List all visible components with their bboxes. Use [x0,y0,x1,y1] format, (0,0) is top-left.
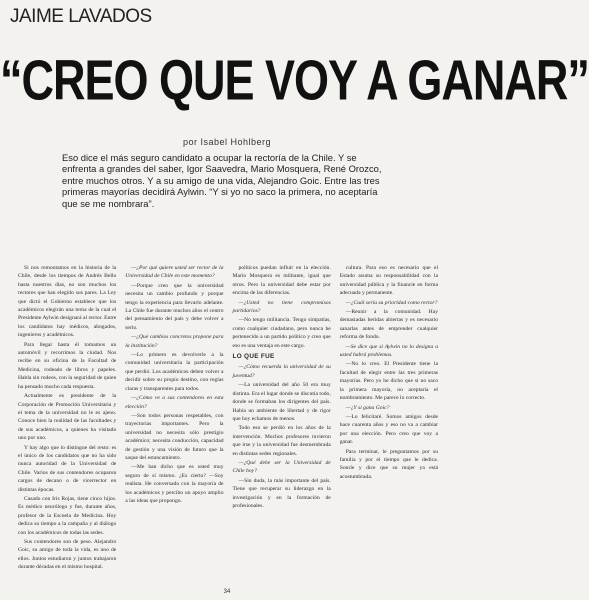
column-subhead: LO QUE FUE [232,353,275,361]
article-paragraph: —Lo primero es devolverle a la comunidad universitaria la participación que perdió. Los académicos deben volver a decidir sobre su propio destino, con reglas claras y transparentes para todos. [125,352,224,392]
article-paragraph: —¿Cuál sería su prioridad como rector? [345,299,438,306]
article-paragraph: Y hay algo que lo distingue del resto: es el único de los candidatos que no ha sido nunca autoridad de la Universidad de Chile. Varios de sus contendores ocuparon cargos de decano o de vicerrector en distintas épocas. [18,444,117,493]
lede-paragraph: Eso dice el más seguro candidato a ocupar la rectoría de la Chile. Y se enfrenta a grandes del saber, Igor Saavedra, Mario Mosquera, René Orozco, entre muchos otros. Y a su amigo de una vida, Alejandro Goic. Entre las tres primeras mayorías decidirá Aylwin. “Y si yo no saco la primera, no aceptaría que se me nombrara”. [62,152,382,209]
article-paragraph: —Reunir a la comunidad. Hay demasiadas heridas abiertas y es necesario sanarlas antes de emprender cualquier reforma de fondo. [339,309,438,341]
article-paragraph: Para llegar hasta él tomamos un automóvil y recorrimos la ciudad. Nos recibe en su oficina de la Facultad de Medicina, rodeado de libros y papeles. Habla sin rodeos, con la seguridad de quien ha pensado mucho cada respuesta. [18,341,117,390]
article-paragraph: —Porque creo que la universidad necesita un cambio profundo y porque tengo la experiencia para llevarlo adelante. La Chile fue durante muchos años el centro del pensamiento del país y debe volver a serlo. [125,282,224,331]
article-paragraph: Actualmente es presidente de la Corporación de Promoción Universitaria y el tema de la universidad no le es ajeno. Conoce bien la realidad de las facultades y de sus académicos, a quienes ha visitado uno por uno. [18,393,117,442]
article-column [340,264,438,590]
article-paragraph: —¿Usted no tiene compromisos partidarios? [232,299,331,315]
article-paragraph: —¿Por qué quiere usted ser rector de la Universidad de Chile en este momento? [125,265,224,280]
article-paragraph: Casado con Iris Rojas, tiene cinco hijos. Es médico neurólogo y fue, durante años, profesor de la Escuela de Medicina. Hoy dedica su tiempo a la campaña y al diálogo con los académicos de todas las sedes. [18,495,117,536]
article-paragraph: Todo eso se perdió en los años de la intervención. Muchos profesores tuvieron que irse y la universidad fue desmembrada en distintas sedes regionales. [232,425,331,457]
section-tag: JAIME LAVADOS [10,6,152,27]
article-column [18,264,116,590]
article-paragraph: —La universidad del año 50 era muy distinta. Era el lugar donde se discutía todo, donde se formaban los dirigentes del país. Había un ambiente de libertad y de rigor que hoy echamos de menos. [232,382,331,422]
article-paragraph: —Son todos personas respetables, con trayectorias importantes. Pero la universidad no necesita sólo prestigio académico; necesita conducción, capacidad de gestión y una visión de futuro que la saque del estancamiento. [125,412,224,461]
article-paragraph: —¿Qué debe ser la Universidad de Chile hoy? [232,459,331,475]
article-paragraph: cultura. Para eso es necesario que el Estado asuma su responsabilidad con la universidad pública y la financie en forma adecuada y permanente. [339,265,438,297]
article-paragraph: —¿Cómo recuerda la universidad de su juventud? [232,364,331,379]
article-paragraph: —Me han dicho que es usted muy seguro de sí mismo. ¿Es cierto? —Soy realista. He conversado con la mayoría de los académicos y percibo un apoyo amplio a las ideas que propongo. [125,464,224,504]
article-paragraph: —Se dice que si Aylwin no lo designa a usted habrá problemas. [339,343,438,359]
article-column [125,264,223,590]
byline: por Isabel Hohlberg [182,137,272,147]
article-paragraph: —Sin duda, la más importante del país. Tiene que recuperar su liderazgo en la investigación y en la formación de profesionales. [232,477,331,509]
article-paragraph: —¿Y si gana Goic? [345,404,390,411]
article-paragraph: políticos puedan influir en la elección. Mario Mosquera es militante, igual que otros. Pero la universidad debe estar por encima de las diferencias. [232,265,331,297]
article-body [18,264,438,590]
article-paragraph: Sus contendores son de peso. Alejandro Goic, su amigo de toda la vida, es uno de ellos. Juntos estudiaron y juntos trabajaron durante décadas en el mismo hospital. [18,539,117,571]
article-paragraph: —No lo creo. El Presidente tiene la facultad de elegir entre las tres primeras mayorías. Pero yo he dicho que si no saco la primera mayoría, no aceptaría el nombramiento. Me parece lo correcto. [339,361,438,402]
article-column [233,264,331,590]
article-paragraph: Si nos remontamos en la historia de la Chile, desde los tiempos de Andrés Bello hasta nuestros días, no son muchos los rectores que han elegido sus pares. La Ley que dictó el Gobierno establece que los académicos elegirán una terna de la cual el Presidente Aylwin designará al rector. Entre los candidatos hay médicos, abogados, ingenieros y académicos. [18,265,117,339]
article-paragraph: —¿Qué cambios concretos propone para la institución? [125,334,224,349]
article-paragraph: —No tengo militancia. Tengo simpatías, como cualquier ciudadano, pero nunca he pertenecido a un partido político y creo que eso es una ventaja en este cargo. [232,317,331,349]
article-paragraph: Para terminar, le preguntamos por su familia y por el tiempo que le dedica. Sonríe y dice que su mujer ya está acostumbrada. [339,448,438,480]
headline: “CREO QUE VOY A GANAR” [0,48,589,112]
page-number: 34 [223,589,231,595]
article-paragraph: —¿Cómo ve a sus contendores en esta elección? [125,395,224,410]
article-paragraph: —Lo felicitaré. Somos amigos desde hace cuarenta años y eso no va a cambiar por una elección. Pero creo que voy a ganar. [339,413,438,446]
